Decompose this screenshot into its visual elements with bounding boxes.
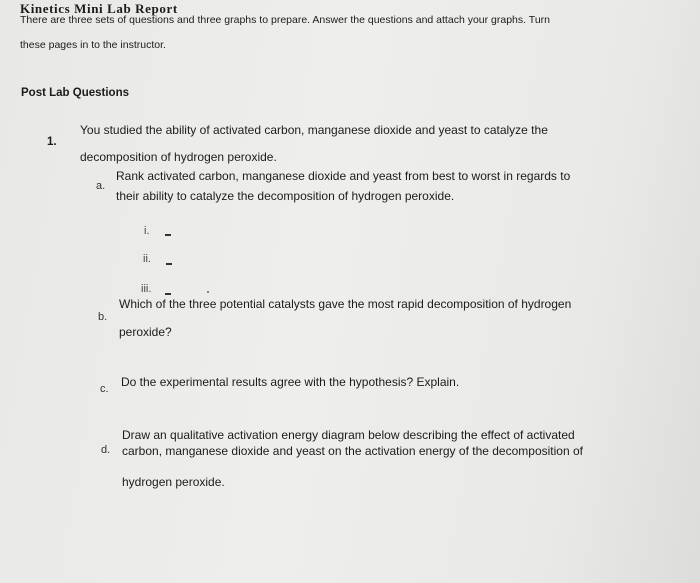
part-d-line-1: Draw an qualitative activation energy diagram below describing the effect of activated (122, 428, 575, 442)
part-d-line-2: carbon, manganese dioxide and yeast on the activation energy of the decomposition of (122, 444, 583, 458)
part-b-line-2: peroxide? (119, 325, 172, 339)
part-a-marker: a. (96, 180, 106, 192)
part-b-line-1: Which of the three potential catalysts gave the most rapid decomposition of hydrogen (119, 297, 572, 311)
rank-item-3-label: iii. (141, 283, 152, 295)
question-1-line-1: You studied the ability of activated carbon, manganese dioxide and yeast to catalyze the (80, 123, 548, 137)
part-d-marker: d. (101, 444, 111, 456)
part-b-marker: b. (98, 311, 108, 323)
section-heading: Post Lab Questions (21, 87, 129, 99)
intro-line-2: these pages in to the instructor. (20, 39, 166, 51)
part-d-line-3: hydrogen peroxide. (122, 475, 225, 489)
rank-item-2-blank (166, 263, 172, 265)
rank-item-2-label: ii. (143, 253, 151, 265)
rank-item-1-blank (165, 234, 171, 236)
part-a-line-2: their ability to catalyze the decomposition of hydrogen peroxide. (116, 189, 455, 203)
rank-item-3-blank (165, 293, 171, 295)
question-1-number: 1. (47, 136, 57, 148)
report-title: Kinetics Mini Lab Report (20, 1, 178, 16)
part-a-line-1: Rank activated carbon, manganese dioxide and yeast from best to worst in regards to (116, 169, 571, 183)
part-c-marker: c. (100, 383, 109, 395)
intro-line-1: There are three sets of questions and three graphs to prepare. Answer the questions and attach your graphs. Turn (20, 14, 550, 26)
part-c-line-1: Do the experimental results agree with the hypothesis? Explain. (121, 375, 460, 389)
question-1-line-2: decomposition of hydrogen peroxide. (80, 150, 277, 164)
rank-item-1-label: i. (144, 225, 150, 237)
stray-mark (207, 291, 209, 293)
